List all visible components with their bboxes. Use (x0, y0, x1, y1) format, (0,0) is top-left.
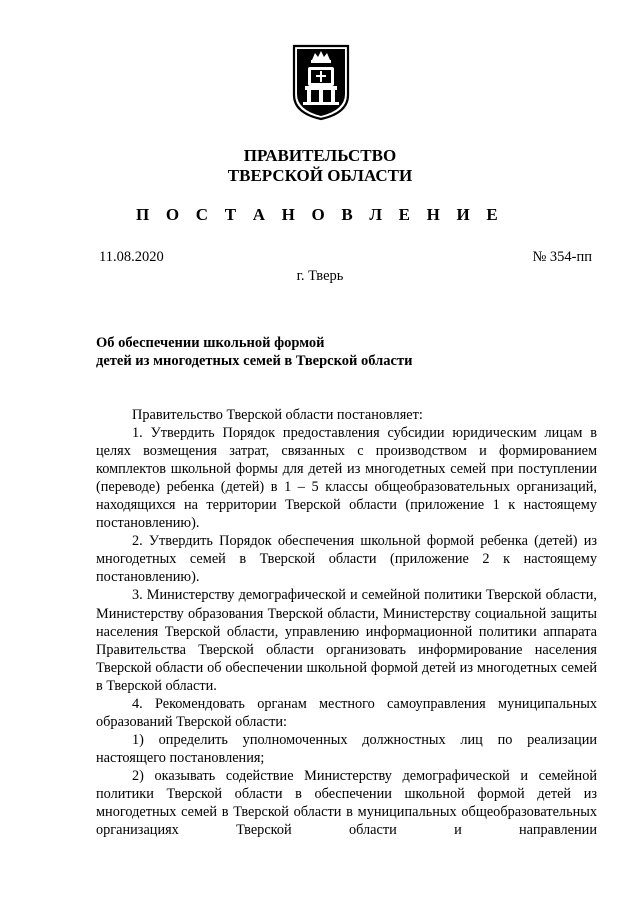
body-paragraph-intro: Правительство Тверской области постановляет: (132, 407, 423, 423)
document-body (96, 406, 597, 839)
body-paragraph-4: 4. Рекомендовать органам местного самоуправления муниципальных образований Тверской области: (96, 695, 597, 730)
body-paragraph-4-2: 2) оказывать содействие Министерству демографической и семейной политики Тверской области в обеспечении школьной формой детей из многодетных семей в Тверской области в муниципальных общеобразовательных организациях Тверской области и направлении (96, 767, 597, 839)
subject-line1: Об обеспечении школьной формой (96, 335, 325, 351)
body-paragraph-3: 3. Министерству демографической и семейной политики Тверской области, Министерству образования Тверской области, Министерству социальной защиты населения Тверской области, управлению информационной политики аппарата Правительства Тверской области организовать информирование населения Тверской области об обеспечении школьной формой детей из многодетных семей в Тверской области. (96, 587, 597, 694)
coat-of-arms-icon (291, 43, 351, 121)
subject-line2: детей из многодетных семей в Тверской области (96, 353, 413, 369)
document-subject (96, 334, 412, 370)
org-name-line1: ПРАВИТЕЛЬСТВО (243, 146, 397, 165)
document-type: П О С Т А Н О В Л Е Н И Е (136, 205, 504, 224)
org-name-line2: ТВЕРСКОЙ ОБЛАСТИ (227, 166, 413, 185)
document-number: № 354-пп (532, 249, 592, 265)
document-city: г. Тверь (296, 268, 344, 284)
document-date: 11.08.2020 (99, 249, 164, 265)
body-paragraph-2: 2. Утвердить Порядок обеспечения школьной формой ребенка (детей) из многодетных семей в Тверской области (приложение 2 к настоящему постановлению). (96, 533, 597, 586)
body-paragraph-1: 1. Утвердить Порядок предоставления субсидии юридическим лицам в целях возмещения затрат, связанных с производством и формированием комплектов школьной формы для детей из многодетных семей при поступлении (переводе) ребенка (детей) в 1 – 5 классы общеобразовательных организаций, находящихся на территории Тверской области (приложение 1 к настоящему постановлению). (96, 425, 597, 532)
body-paragraph-4-1: 1) определить уполномоченных должностных лиц по реализации настоящего постановления; (96, 731, 597, 766)
